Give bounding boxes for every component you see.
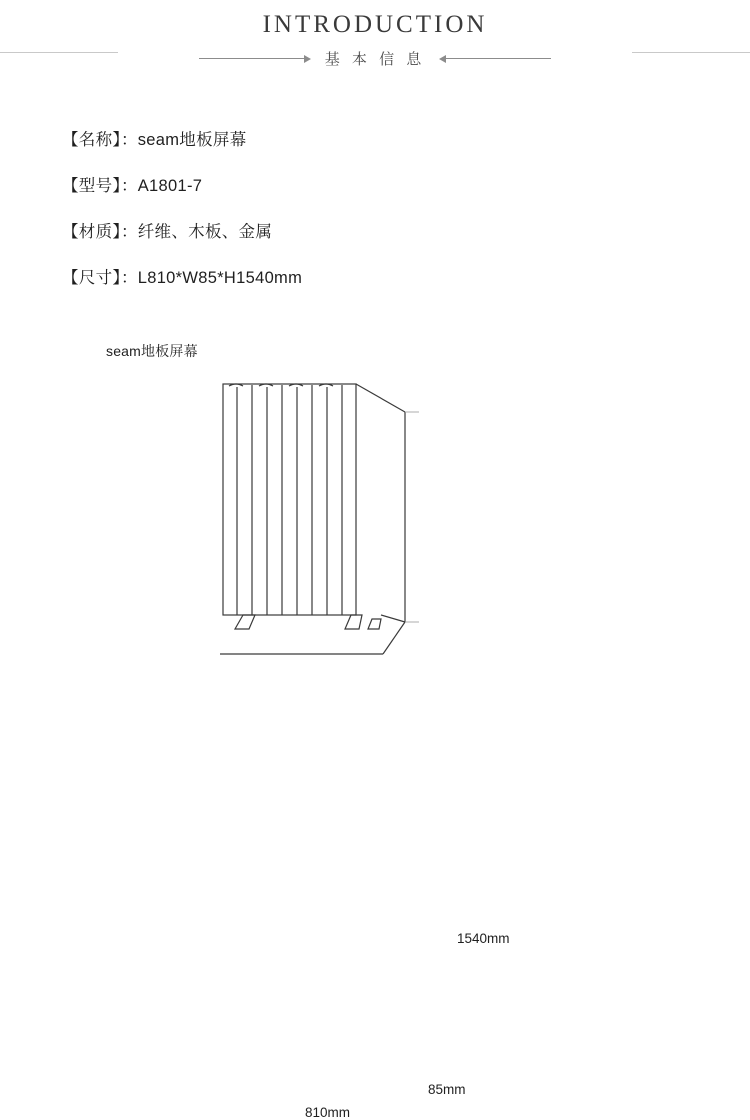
header-divider-left: [0, 52, 118, 53]
product-drawing: [0, 379, 750, 1120]
arrow-right-icon: [304, 55, 311, 63]
spec-value-size: L810*W85*H1540mm: [137, 269, 303, 287]
drawing-caption: seam地板屏幕: [106, 343, 198, 359]
subtitle-rule-left: [199, 55, 311, 63]
subtitle-rule-right: [439, 55, 551, 63]
spec-label-size: 【尺寸】：: [62, 269, 138, 287]
rule-line-right: [445, 58, 551, 59]
rule-line-left: [199, 58, 305, 59]
spec-label-name: 【名称】：: [62, 131, 138, 149]
page-header: [0, 0, 750, 69]
page-title: INTRODUCTION: [262, 11, 488, 38]
spec-value-name: seam地板屏幕: [137, 131, 247, 149]
spec-row: [62, 221, 750, 243]
dimension-depth-label: 85mm: [428, 1082, 466, 1097]
header-divider-right: [632, 52, 750, 53]
dimension-height-label: 1540mm: [457, 931, 510, 946]
dimension-width-label: 810mm: [305, 1105, 351, 1120]
spec-row: [62, 129, 750, 151]
spec-list: [0, 129, 750, 289]
spec-label-material: 【材质】：: [62, 223, 138, 241]
spec-value-material: 纤维、木板、金属: [137, 223, 273, 241]
screen-line-drawing: [215, 379, 535, 709]
spec-value-model: A1801-7: [137, 177, 203, 195]
spec-row: [62, 175, 750, 197]
spec-label-model: 【型号】：: [62, 177, 138, 195]
page-subtitle: 基 本 信 息: [324, 51, 426, 68]
spec-row: [62, 267, 750, 289]
